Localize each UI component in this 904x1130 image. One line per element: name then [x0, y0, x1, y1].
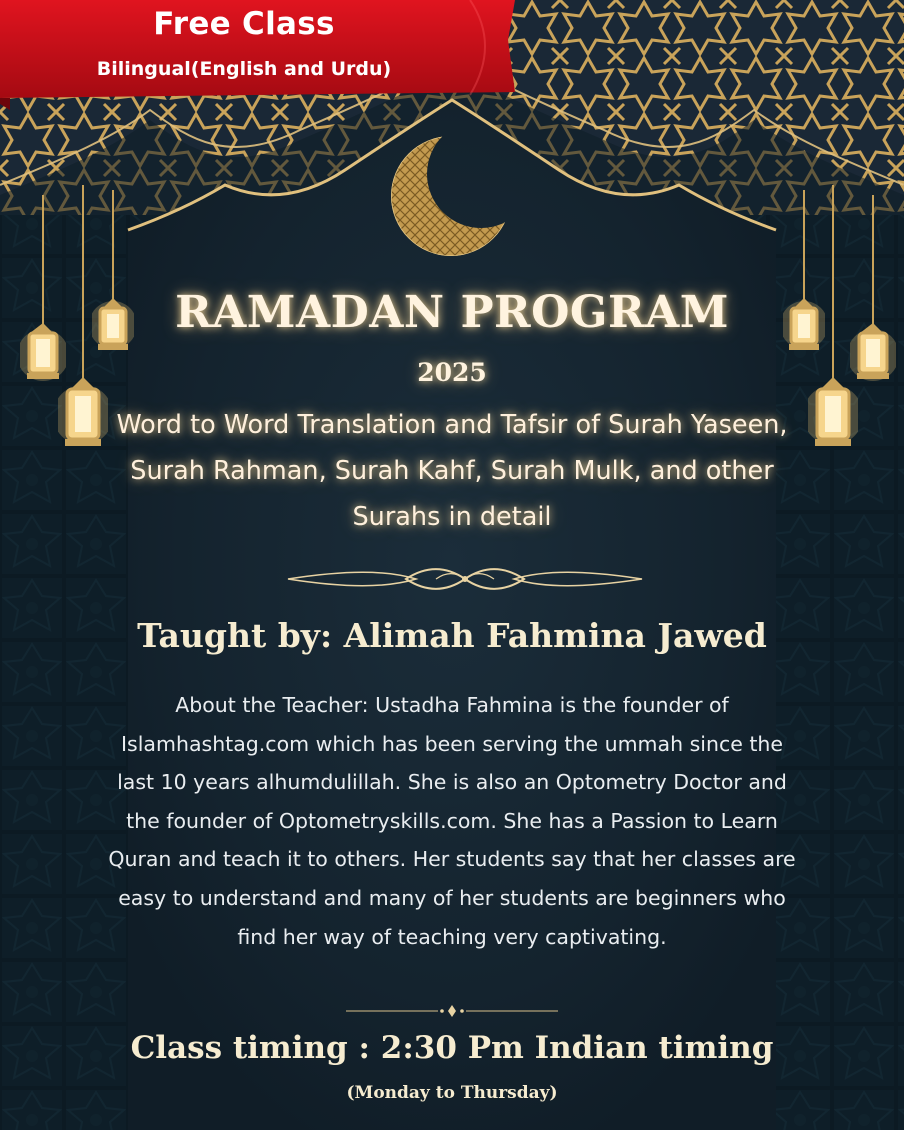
ribbon-title: Free Class — [153, 6, 335, 42]
program-title: RAMADAN PROGRAM — [175, 287, 729, 338]
small-divider-icon — [346, 1003, 558, 1019]
class-days: (Monday to Thursday) — [346, 1083, 558, 1103]
teacher-heading: Taught by: Alimah Fahmina Jawed — [137, 616, 767, 655]
crescent-moon-icon — [385, 130, 520, 265]
program-description: Word to Word Translation and Tafsir of Surah Yaseen, Surah Rahman, Surah Kahf, Surah Mulk, and other Surahs in detail — [116, 410, 788, 532]
teacher-bio: About the Teacher: Ustadha Fahmina is the founder of Islamhashtag.com which has been serving the ummah since the last 10 years alhumdulillah. She is also an Optometry Doctor and the founder of Optometryskills.com. She has a Passion to Learn Quran and teach it to others. Her students say that her classes are easy to understand and many of her students are beginners who find her way of teaching very captivating. — [108, 693, 796, 949]
ornamental-divider-icon — [286, 562, 644, 596]
class-timing: Class timing : 2:30 Pm Indian timing — [130, 1030, 774, 1066]
program-year: 2025 — [417, 358, 487, 387]
ribbon-subtitle: Bilingual(English and Urdu) — [96, 58, 392, 80]
